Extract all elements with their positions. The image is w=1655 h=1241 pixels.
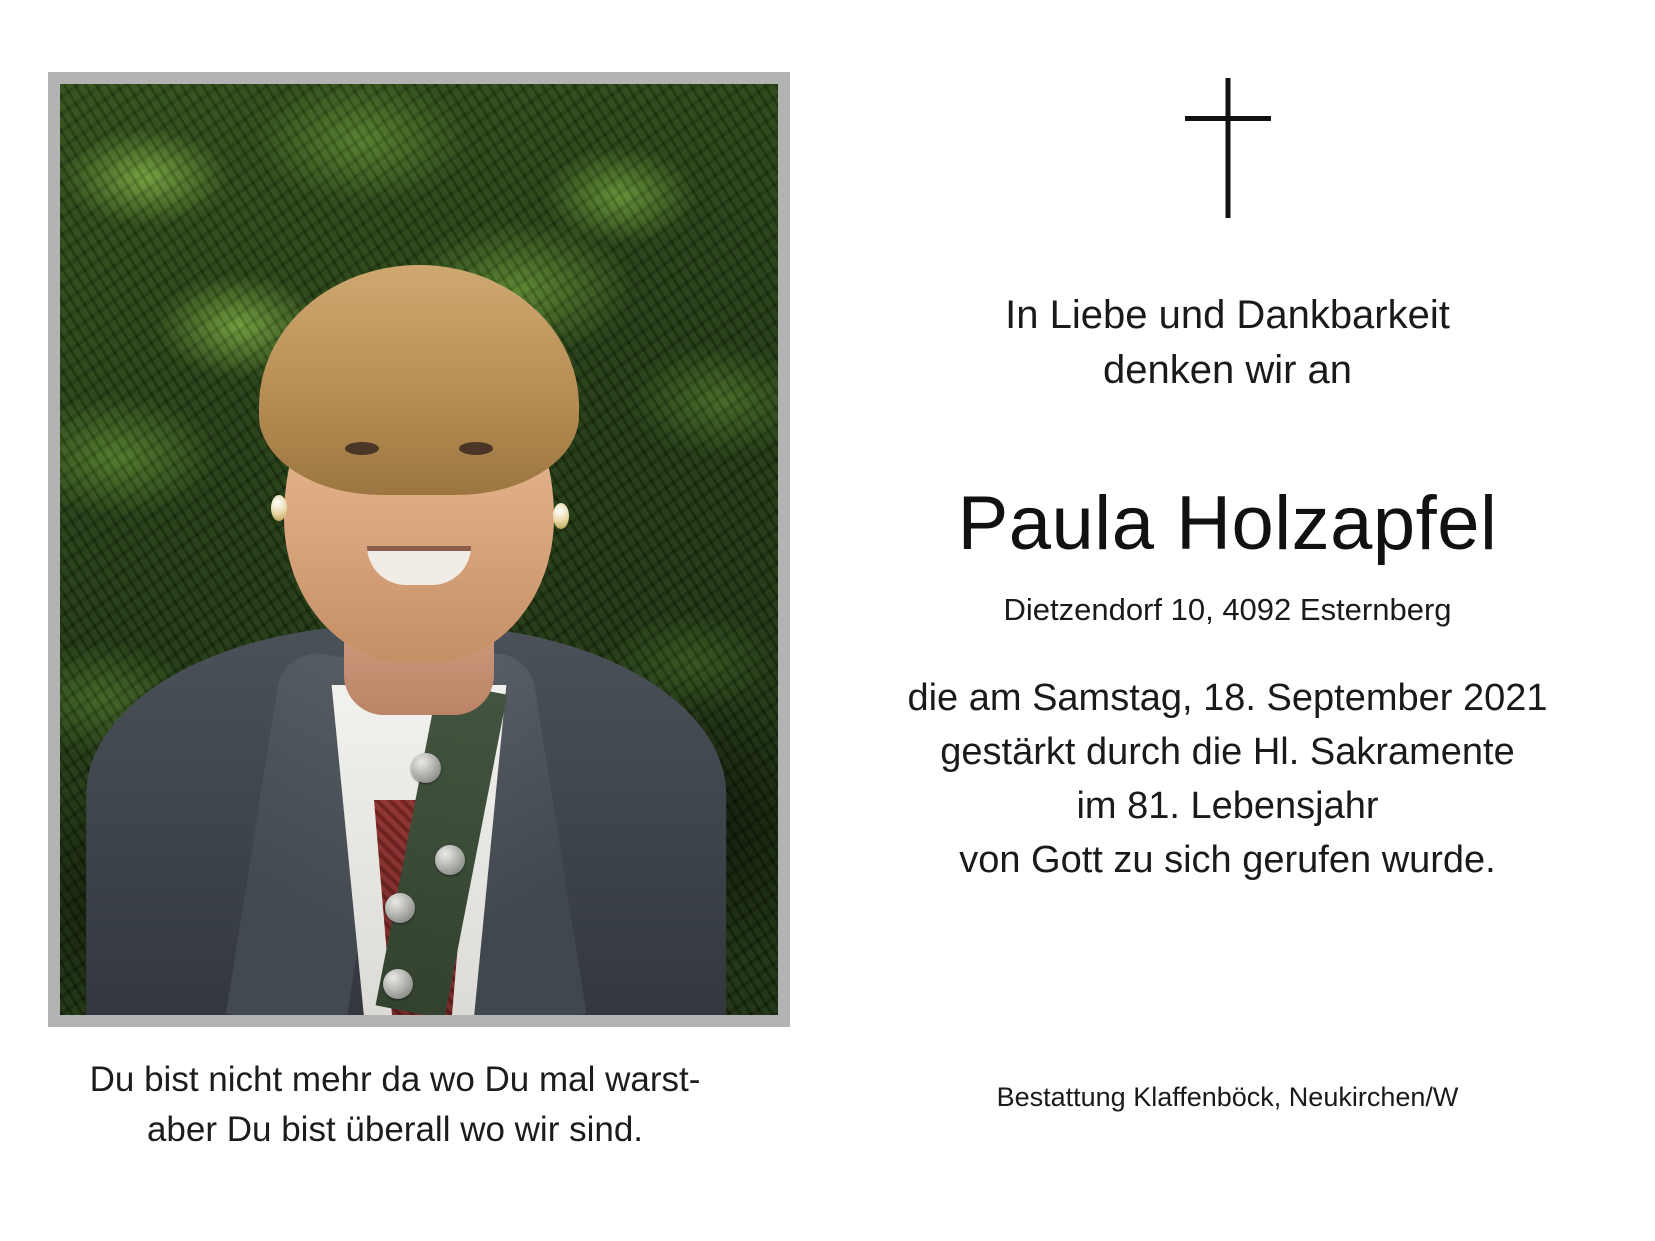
portrait-photo xyxy=(60,84,778,1015)
cross-vertical-bar xyxy=(1225,78,1230,218)
passing-line-2: gestärkt durch die Hl. Sakramente xyxy=(940,730,1515,773)
cross-horizontal-bar xyxy=(1185,116,1271,121)
intro-text xyxy=(800,288,1655,398)
left-column xyxy=(0,0,800,1241)
quote-line-1: Du bist nicht mehr da wo Du mal warst- xyxy=(89,1060,701,1099)
deceased-address: Dietzendorf 10, 4092 Esternberg xyxy=(1003,592,1452,627)
intro-line-1: In Liebe und Dankbarkeit xyxy=(1005,293,1450,337)
portrait-figure xyxy=(60,84,778,1015)
intro-line-2: denken wir an xyxy=(1102,348,1353,393)
funeral-home-credit: Bestattung Klaffenböck, Neukirchen/W xyxy=(996,1082,1459,1112)
passing-line-3: im 81. Lebensjahr xyxy=(1076,784,1379,827)
silver-button xyxy=(385,893,415,923)
passing-line-1: die am Samstag, 18. September 2021 xyxy=(907,677,1548,719)
deceased-name: Paula Holzapfel xyxy=(957,481,1498,566)
memorial-quote xyxy=(0,1055,790,1154)
portrait-photo-frame xyxy=(48,72,790,1027)
silver-button xyxy=(435,845,465,875)
earring-left xyxy=(271,495,287,521)
eye-right xyxy=(459,442,493,455)
right-column xyxy=(800,0,1655,1241)
passing-text xyxy=(800,672,1655,888)
silver-button xyxy=(411,753,441,783)
hair xyxy=(259,265,579,495)
silver-button xyxy=(383,969,413,999)
passing-line-4: von Gott zu sich gerufen wurde. xyxy=(959,838,1496,881)
eye-left xyxy=(345,442,379,455)
quote-line-2: aber Du bist überall wo wir sind. xyxy=(146,1109,644,1149)
earring-right xyxy=(553,503,569,529)
christian-cross-icon xyxy=(1185,78,1271,218)
